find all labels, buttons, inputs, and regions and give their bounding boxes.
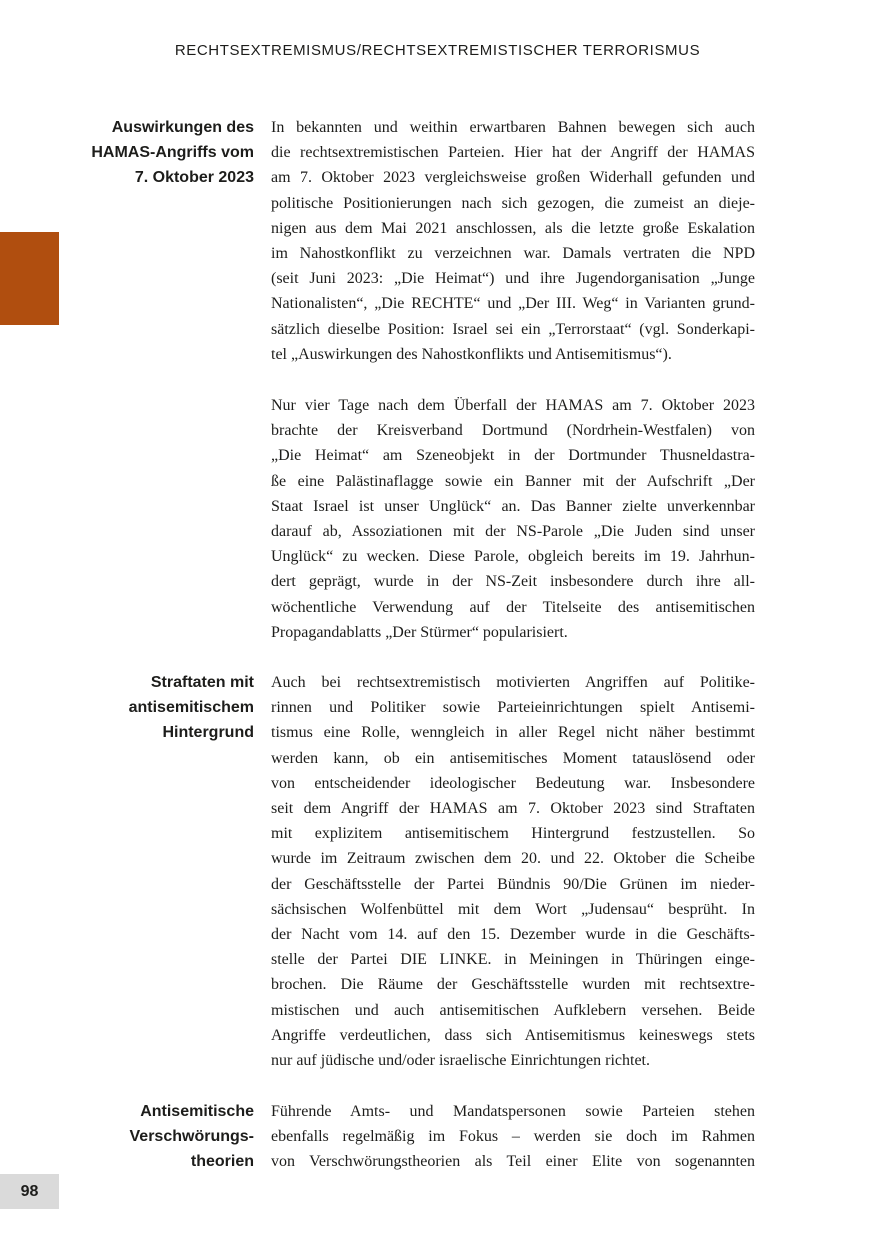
text-line: seit dem Angriff der HAMAS am 7. Oktober 2023 sind Straftaten: [271, 800, 755, 818]
paragraph: [271, 393, 755, 645]
text-line: im Nahostkonflikt zu verzeichnen war. Damals vertraten die NPD: [271, 245, 755, 263]
text-line: rinnen und Politiker sowie Parteieinrichtungen spielt Antisemi-: [271, 699, 755, 717]
text-line: In bekannten und weithin erwartbaren Bahnen bewegen sich auch: [271, 119, 755, 136]
text-line: Führende Amts- und Mandatspersonen sowie Parteien stehen: [271, 1103, 755, 1120]
paragraph: [271, 670, 755, 1073]
text-line: der Nacht vom 14. auf den 15. Dezember wurde in die Geschäfts-: [271, 926, 755, 944]
section-heading-hamas-attack: [70, 115, 254, 191]
text-line: nigen aus dem Mai 2021 anschlossen, als die letzte große Eskalation: [271, 219, 755, 237]
text-line: die rechtsextremistischen Parteien. Hier hat der Angriff der HAMAS: [271, 144, 755, 162]
text-line: stelle der Partei DIE LINKE. in Meiningen in Thüringen einge-: [271, 951, 755, 969]
text-line: brachte der Kreisverband Dortmund (Nordrhein-Westfalen) von: [271, 422, 755, 440]
text-line: am 7. Oktober 2023 vergleichsweise großen Widerhall gefunden und: [271, 169, 755, 187]
paragraph: [271, 1099, 755, 1175]
section-heading-conspiracy-theories: [70, 1099, 254, 1175]
text-line: Angriffe verdeutlichen, dass sich Antisemitismus keineswegs stets: [271, 1026, 755, 1044]
text-line: brochen. Die Räume der Geschäftsstelle wurden mit rechtsextre-: [271, 976, 755, 994]
text-line: tismus eine Rolle, wenngleich in aller Regel nicht näher bestimmt: [271, 724, 755, 742]
text-line: ße eine Palästinaflagge sowie ein Banner mit der Aufschrift „Der: [271, 472, 755, 490]
text-line: Auch bei rechtsextremistisch motivierten Angriffen auf Politike-: [271, 674, 755, 691]
heading-line: Hintergrund: [162, 724, 254, 742]
text-line: nur auf jüdische und/oder israelische Einrichtungen richtet.: [271, 1052, 650, 1070]
running-title: RECHTSEXTREMISMUS/RECHTSEXTREMISTISCHER TERRORISMUS: [174, 42, 701, 59]
heading-line: antisemitischem: [128, 699, 254, 717]
page-number: 98: [0, 1174, 59, 1209]
heading-line: theorien: [190, 1153, 254, 1171]
section-heading-antisemitic-offenses: [70, 670, 254, 746]
text-line: dert geprägt, wurde in der NS-Zeit insbesondere durch ihre all-: [271, 573, 755, 591]
text-line: Propagandablatts „Der Stürmer“ popularisiert.: [271, 623, 568, 641]
text-line: Nationalisten“, „Die RECHTE“ und „Der III. Weg“ in Varianten grund-: [271, 295, 755, 313]
text-line: „Die Heimat“ am Szeneobjekt in der Dortmunder Thusneldastra-: [271, 447, 755, 465]
heading-line: Auswirkungen des: [111, 119, 254, 136]
text-line: darauf ab, Assoziationen mit der NS-Parole „Die Juden sind unser: [271, 523, 755, 541]
text-line: ebenfalls regelmäßig im Fokus – werden sie doch im Rahmen: [271, 1128, 755, 1146]
text-line: Staat Israel ist unser Unglück“ an. Das Banner zielte unverkennbar: [271, 497, 755, 515]
text-line: Nur vier Tage nach dem Überfall der HAMAS am 7. Oktober 2023: [271, 397, 755, 414]
text-line: politische Positionierungen nach sich gezogen, die zumeist an dieje-: [271, 194, 755, 212]
text-line: sächsischen Wolfenbüttel mit dem Wort „Judensau“ besprüht. In: [271, 900, 755, 918]
text-line: mistischen und auch antisemitischen Aufklebern versehen. Beide: [271, 1001, 755, 1019]
text-line: wöchentliche Verwendung auf der Titelseite des antisemitischen: [271, 598, 755, 616]
paragraph: [271, 115, 755, 367]
chapter-color-tab: [0, 232, 59, 325]
text-line: mit explizitem antisemitischem Hintergrund festzustellen. So: [271, 825, 755, 843]
text-line: wurde im Zeitraum zwischen dem 20. und 22. Oktober die Scheibe: [271, 850, 755, 868]
text-line: (seit Juni 2023: „Die Heimat“) und ihre Jugendorganisation „Junge: [271, 270, 755, 288]
text-line: von Verschwörungstheorien als Teil einer Elite von sogenannten: [271, 1153, 755, 1171]
text-line: Unglück“ zu wecken. Diese Parole, obgleich bereits im 19. Jahrhun-: [271, 548, 755, 566]
heading-line: 7. Oktober 2023: [134, 169, 254, 187]
heading-line: Antisemitische: [140, 1103, 254, 1120]
text-line: von entscheidender ideologischer Bedeutung war. Insbesondere: [271, 774, 755, 792]
heading-line: HAMAS-Angriffs vom: [91, 144, 254, 162]
text-line: der Geschäftsstelle der Partei Bündnis 90/Die Grünen im nieder-: [271, 875, 755, 893]
heading-line: Verschwörungs-: [129, 1128, 254, 1146]
heading-line: Straftaten mit: [150, 674, 254, 691]
text-line: sätzlich dieselbe Position: Israel sei ein „Terrorstaat“ (vgl. Sonderkapi-: [271, 320, 755, 338]
text-line: tel „Auswirkungen des Nahostkonflikts und Antisemitismus“).: [271, 345, 672, 363]
text-line: werden kann, ob ein antisemitisches Moment tatauslösend oder: [271, 749, 755, 767]
